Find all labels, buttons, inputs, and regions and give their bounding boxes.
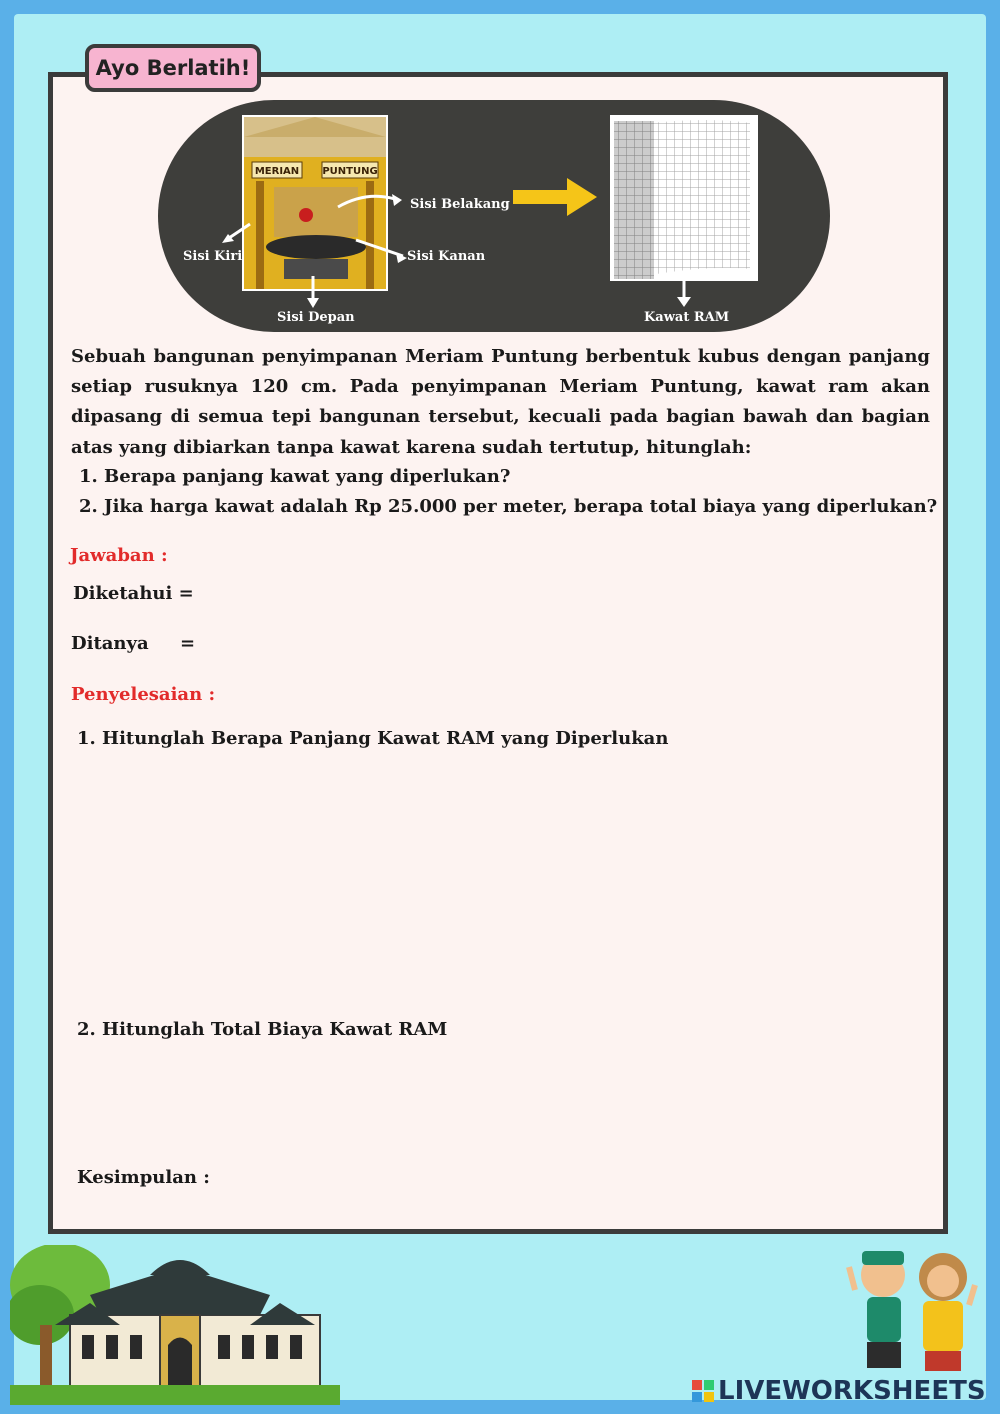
sign-text-right: PUNTUNG (322, 166, 378, 177)
conclusion-label: Kesimpulan : (77, 1167, 210, 1188)
label-left-side: Sisi Kiri (183, 249, 243, 264)
label-arrows (158, 100, 830, 332)
label-back-side: Sisi Belakang (410, 197, 510, 212)
children-illustration (845, 1245, 980, 1380)
answer-heading: Jawaban : (70, 545, 168, 566)
question-1: 1. Berapa panjang kawat yang diperlukan? (79, 466, 511, 487)
step-2-title: 2. Hitunglah Total Biaya Kawat RAM (77, 1019, 448, 1040)
label-front-side: Sisi Depan (277, 310, 355, 325)
liveworksheets-logo (692, 1376, 986, 1406)
liveworksheets-logo-icon (692, 1380, 714, 1402)
question-2: 2. Jika harga kawat adalah Rp 25.000 per meter, berapa total biaya yang diperlukan? (79, 496, 938, 517)
step-1-title: 1. Hitunglah Berapa Panjang Kawat RAM yang Diperlukan (77, 728, 669, 749)
label-right-side: Sisi Kanan (407, 249, 486, 264)
problem-statement: Sebuah bangunan penyimpanan Meriam Puntung berbentuk kubus dengan panjang setiap rusuknya 120 cm. Pada penyimpanan Meriam Puntung, kawat ram akan dipasang di semua tepi bangunan tersebut, kecuali pada bagian bawah dan bagian atas yang dibiarkan tanpa kawat karena sudah tertutup, hitunglah: (71, 346, 930, 458)
asked-label: Ditanya = (71, 633, 196, 654)
brand-text: LIVEWORKSHEETS (718, 1376, 986, 1406)
mosque-illustration (10, 1245, 340, 1405)
known-label: Diketahui = (73, 583, 194, 604)
label-wire-ram: Kawat RAM (644, 310, 730, 325)
solution-heading: Penyelesaian : (71, 684, 216, 705)
sign-text-left: MERIAN (254, 166, 300, 177)
badge-title: Ayo Berlatih! (85, 44, 261, 92)
